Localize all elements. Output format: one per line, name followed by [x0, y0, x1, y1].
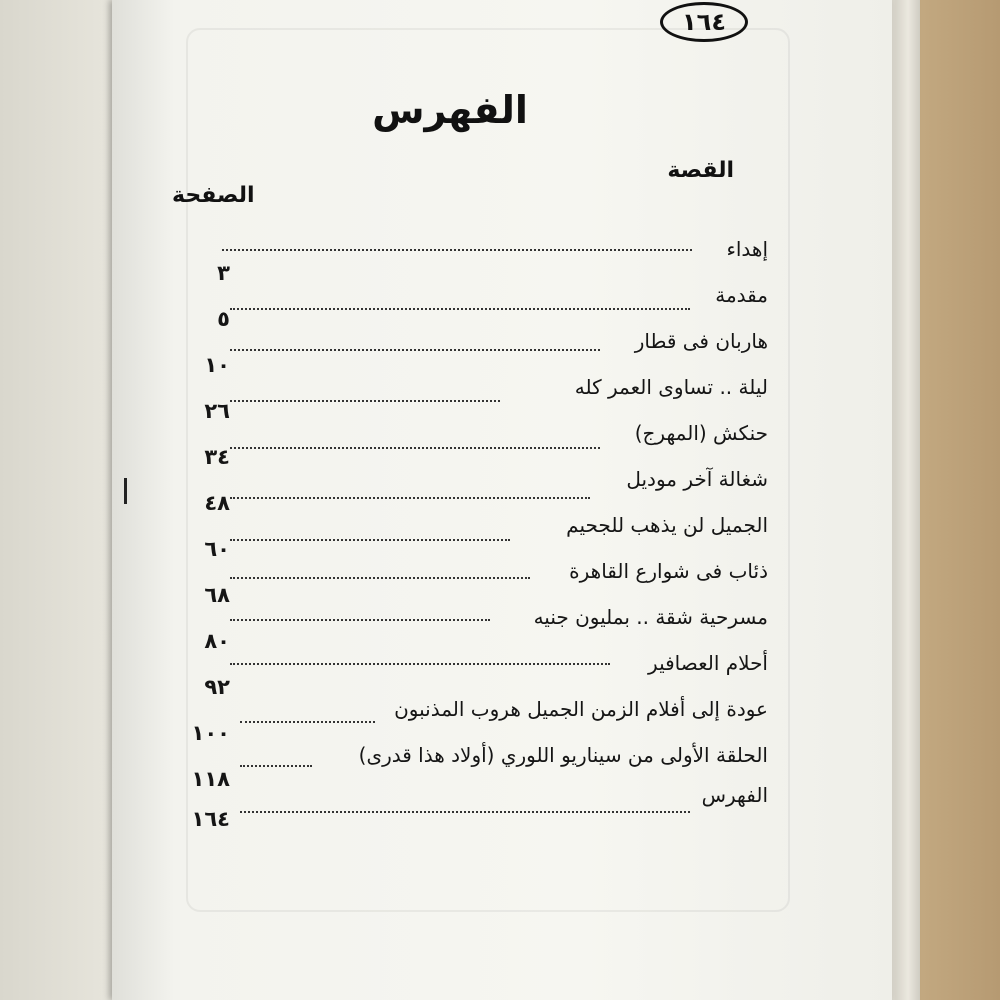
toc-entry-title: مقدمة [715, 283, 768, 307]
toc-leader [230, 497, 590, 499]
toc-entry-title: عودة إلى أفلام الزمن الجميل هروب المذنبون [394, 697, 768, 721]
toc-entry-title: الجميل لن يذهب للجحيم [566, 513, 768, 537]
toc-entry-page: ٣ [217, 261, 230, 285]
toc-entry [0, 697, 1000, 743]
toc-entry [0, 283, 1000, 329]
toc-entry-page: ١٠ [204, 353, 230, 377]
toc-entry-title: مسرحية شقة .. بمليون جنيه [533, 605, 768, 629]
toc-entry-title: أحلام العصافير [648, 651, 768, 675]
toc-leader [240, 721, 375, 723]
toc-entry-page: ٩٢ [204, 675, 230, 699]
toc-entry-title: الفهرس [701, 783, 768, 807]
toc-entry-page: ١٠٠ [191, 721, 230, 745]
toc-entry [0, 513, 1000, 559]
toc-entry-title: هاربان فى قطار [634, 329, 768, 353]
page-number: ١٦٤ [660, 2, 748, 42]
toc-entry-page: ٨٠ [204, 629, 230, 653]
toc-leader [222, 249, 692, 251]
column-header-page: الصفحة [172, 183, 255, 208]
toc-entry-page: ٦٠ [204, 537, 230, 561]
toc-entry [0, 375, 1000, 421]
toc-entry-page: ٢٦ [204, 399, 230, 423]
toc-entry [0, 559, 1000, 605]
toc-entry-page: ١٦٤ [191, 807, 230, 831]
toc-entry-page: ٥ [217, 307, 230, 331]
toc-entry [0, 605, 1000, 651]
toc-leader [230, 447, 600, 449]
toc-entry-title: حنكش (المهرج) [634, 421, 768, 445]
toc-entry-title: إهداء [726, 237, 768, 261]
toc-leader [230, 577, 530, 579]
toc-entry-title: ذئاب فى شوارع القاهرة [569, 559, 768, 583]
toc-leader [230, 308, 690, 310]
toc-entry-page: ٤٨ [204, 491, 230, 515]
toc-entry [0, 467, 1000, 513]
toc-leader [230, 400, 500, 402]
column-header-story: القصة [667, 158, 734, 183]
toc-entry [0, 651, 1000, 697]
toc-leader [240, 811, 690, 813]
toc-entry-page: ١١٨ [191, 767, 230, 791]
toc-entry-title: الحلقة الأولى من سيناريو اللوري (أولاد هذا قدرى) [358, 743, 768, 767]
toc-leader [230, 619, 490, 621]
toc-entry [0, 421, 1000, 467]
toc-entry [0, 237, 1000, 283]
toc-leader [230, 349, 600, 351]
toc-entry [0, 329, 1000, 375]
toc-entry [0, 783, 1000, 829]
page-title: الفهرس [372, 88, 528, 132]
toc-entry-page: ٦٨ [204, 583, 230, 607]
toc-entry-title: شغالة آخر موديل [626, 467, 768, 491]
toc-leader [230, 539, 510, 541]
toc-entry-page: ٣٤ [204, 445, 230, 469]
toc-leader [240, 765, 312, 767]
toc-entry-title: ليلة .. تساوى العمر كله [574, 375, 768, 399]
toc-leader [230, 663, 610, 665]
